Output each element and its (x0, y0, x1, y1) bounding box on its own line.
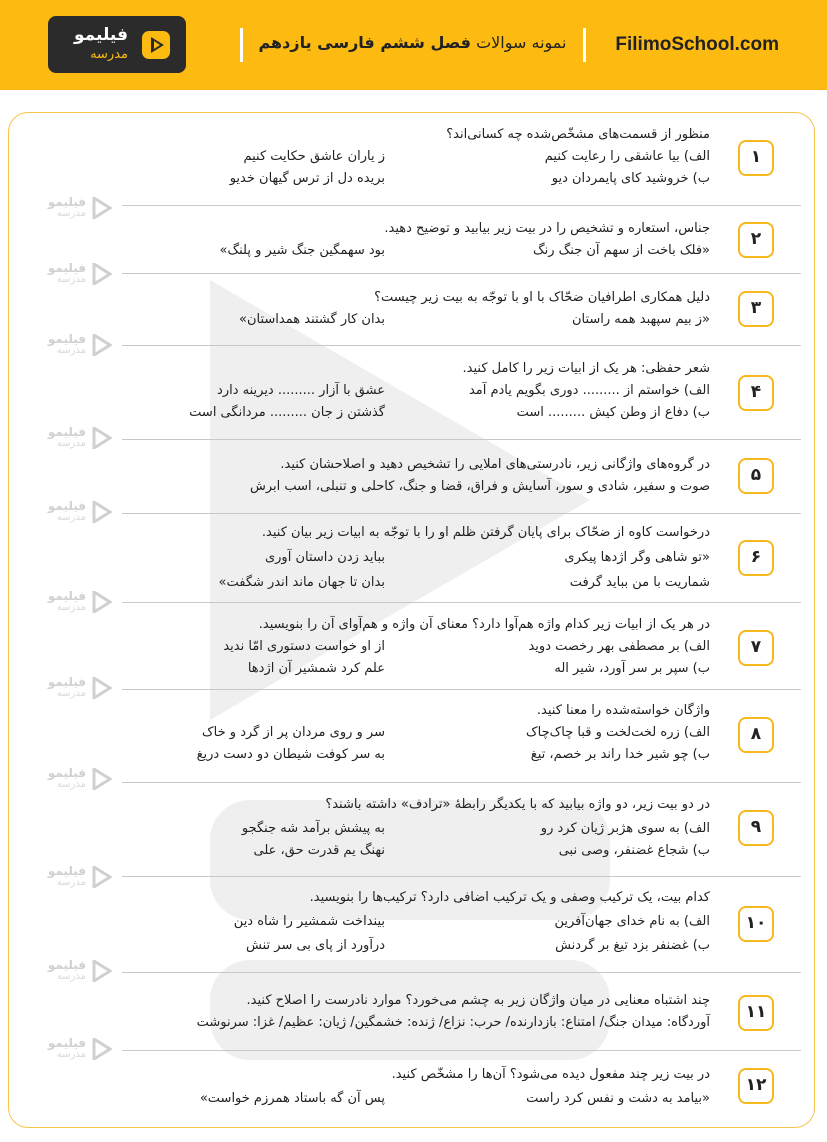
play-icon (92, 1038, 112, 1060)
question-1 (130, 124, 710, 190)
side-watermark-logo: فیلیمو مدرسه (28, 766, 118, 794)
side-watermark-logo: فیلیمو مدرسه (28, 425, 118, 453)
question-number: ۷ (738, 630, 774, 666)
question-prompt: چند اشتباه معنایی در میان واژگان زیر به چشم می‌خورد؟ موارد نادرست را اصلاح کنید. (246, 993, 710, 1008)
verse-left: بدان کار گشتند همداستان» (239, 312, 385, 327)
play-icon (92, 501, 112, 523)
verse-right: الف) خواستم از ......... دوری بگویم یادم آمد (468, 383, 710, 398)
verse-right: الف) زره لخت‌لخت و قبا چاک‌چاک (525, 725, 710, 740)
verse-left: از او خواست دستوری امّا ندید (223, 639, 385, 654)
side-watermark-logo: فیلیمو مدرسه (28, 499, 118, 527)
title-bold: فصل ششم فارسی یازدهم (258, 33, 471, 52)
question-prompt: دلیل همکاری اطرافیان ضحّاک با او با توجّه به بیت زیر چیست؟ (374, 290, 710, 305)
verse-right: ب) چو شیر خدا راند بر خصم، تیغ (530, 747, 710, 762)
play-icon (92, 427, 112, 449)
question-6 (130, 522, 710, 594)
brand-logo[interactable] (48, 16, 186, 73)
verse-left: به سر کوفت شیطان دو دست دریغ (196, 747, 385, 762)
play-icon (92, 677, 112, 699)
question-divider (122, 782, 801, 783)
question-5 (130, 454, 710, 498)
title-prefix: نمونه سوالات (476, 33, 567, 52)
play-icon (92, 263, 112, 285)
question-number: ۶ (738, 540, 774, 576)
side-watermark-logo: فیلیمو مدرسه (28, 675, 118, 703)
question-divider (122, 1050, 801, 1051)
verse-right: ب) غضنفر بزد تیغ بر گردنش (555, 938, 710, 953)
question-number: ۲ (738, 222, 774, 258)
play-icon (92, 591, 112, 613)
side-watermark-logo: فیلیمو مدرسه (28, 261, 118, 289)
verse-left: بباید زدن داستان آوری (264, 550, 385, 565)
page-title (250, 33, 575, 52)
side-watermark-logo: فیلیمو مدرسه (28, 864, 118, 892)
word-list: صوت و سفیر، شادی و سور، آسایش و فراق، قضا و جنگ، کاحلی و تنبلی، اسب ابرش (249, 479, 710, 494)
question-divider (122, 972, 801, 973)
play-icon (92, 866, 112, 888)
question-prompt: در هر یک از ابیات زیر کدام واژه هم‌آوا دارد؟ معنای آن واژه و هم‌آوای آن را بنویسید. (258, 617, 710, 632)
verse-right: «بیامد به دشت و نفس کرد راست (526, 1091, 710, 1106)
header-divider (583, 28, 586, 62)
verse-right: ب) سپر بر سر آورد، شیر اله (554, 661, 710, 676)
verse-left: به پیشش برآمد شه جنگجو (241, 821, 385, 836)
verse-left: سر و روی مردان پر از گرد و خاک (202, 725, 385, 740)
verse-right: الف) بر مصطفی بهر رخصت دوید (528, 639, 710, 654)
question-number: ۱۱ (738, 995, 774, 1031)
verse-right: «فلک باخت از سهم آن جنگ رنگ (533, 243, 710, 258)
play-icon (92, 768, 112, 790)
side-watermark-logo: فیلیمو مدرسه (28, 332, 118, 360)
question-prompt: واژگان خواسته‌شده را معنا کنید. (536, 703, 710, 718)
question-8 (130, 700, 710, 766)
verse-left: علم کرد شمشیر آن اژدها (247, 661, 385, 676)
question-prompt: شعر حفظی: هر یک از ابیات زیر را کامل کنید. (462, 361, 710, 376)
question-divider (122, 205, 801, 206)
play-icon (92, 334, 112, 356)
question-4 (130, 358, 710, 424)
question-divider (122, 876, 801, 877)
verse-left: پس آن گه باستاد همرزم خواست» (199, 1091, 385, 1106)
side-watermark-logo: فیلیمو مدرسه (28, 195, 118, 223)
question-9 (130, 794, 710, 862)
question-divider (122, 513, 801, 514)
verse-left: بود سهمگین جنگ شیر و پلنگ» (219, 243, 385, 258)
verse-right: الف) به سوی هژبر ژیان کرد رو (540, 821, 710, 836)
verse-left: نهنگ یم قدرت حق، علی (253, 843, 385, 858)
verse-right: ب) شجاع غضنفر، وصی نبی (558, 843, 710, 858)
header-bar (0, 0, 827, 90)
question-12 (130, 1064, 710, 1110)
question-divider (122, 602, 801, 603)
play-icon (92, 960, 112, 982)
logo-line2: مدرسه (90, 47, 128, 62)
play-pencil-icon (140, 29, 172, 61)
question-divider (122, 439, 801, 440)
side-watermark-logo: فیلیمو مدرسه (28, 958, 118, 986)
question-number: ۱۰ (738, 906, 774, 942)
verse-right: «تو شاهی وگر اژدها پیکری (564, 550, 710, 565)
side-watermark-logo: فیلیمو مدرسه (28, 1036, 118, 1064)
question-number: ۸ (738, 717, 774, 753)
word-list: آوردگاه: میدان جنگ/ امتناع: بازدارنده/ حرب: نزاع/ ژنده: خشمگین/ ژیان: عظیم/ غزا: سرنوشت (196, 1015, 710, 1030)
verse-left: بدان تا جهان ماند اندر شگفت» (218, 575, 385, 590)
question-7 (130, 614, 710, 680)
question-prompt: جناس، استعاره و تشخیص را در بیت زیر بیابید و توضیح دهید. (384, 221, 710, 236)
verse-right: الف) به نام خدای جهان‌آفرین (554, 914, 710, 929)
question-number: ۳ (738, 291, 774, 327)
verse-left: عشق با آزار ......... دیرینه دارد (217, 383, 385, 398)
site-url[interactable]: FilimoSchool.com (615, 34, 779, 55)
header-divider (240, 28, 243, 62)
question-number: ۱۲ (738, 1068, 774, 1104)
question-divider (122, 689, 801, 690)
question-3 (130, 287, 710, 331)
question-divider (122, 345, 801, 346)
verse-right: «ز بیم سپهبد همه راستان (571, 312, 710, 327)
logo-line1: فیلیمو (73, 25, 128, 45)
question-number: ۵ (738, 458, 774, 494)
verse-right: ب) خروشید کای پایمردان دیو (551, 171, 710, 186)
question-prompt: در بیت زیر چند مفعول دیده می‌شود؟ آن‌ها را مشخّص کنید. (391, 1067, 710, 1082)
question-2 (130, 218, 710, 262)
verse-right: الف) بیا عاشقی را رعایت کنیم (544, 149, 710, 164)
play-icon (92, 197, 112, 219)
question-number: ۴ (738, 375, 774, 411)
question-prompt: در دو بیت زیر، دو واژه بیابید که با یکدیگر رابطهٔ «ترادف» داشته باشند؟ (325, 797, 710, 812)
question-prompt: کدام بیت، یک ترکیب وصفی و یک ترکیب اضافی دارد؟ ترکیب‌ها را بنویسید. (309, 890, 710, 905)
verse-right: ب) دفاع از وطن کیش ......... است (516, 405, 710, 420)
question-10 (130, 887, 710, 957)
verse-left: بریده دل از ترس گیهان خدیو (229, 171, 385, 186)
question-number: ۱ (738, 140, 774, 176)
question-prompt: منظور از قسمت‌های مشخّص‌شده چه کسانی‌اند؟ (446, 127, 710, 142)
verse-left: ز یاران عاشق حکایت کنیم (243, 149, 385, 164)
question-prompt: درخواست کاوه از ضحّاک برای پایان گرفتن ظلم او را با توجّه به ابیات زیر بیان کنید. (261, 525, 710, 540)
verse-left: گذشتن ز جان ......... مردانگی است (189, 405, 385, 420)
question-divider (122, 273, 801, 274)
verse-left: درآورد از پای بی سر تنش (246, 938, 385, 953)
side-watermark-logo: فیلیمو مدرسه (28, 589, 118, 617)
question-number: ۹ (738, 810, 774, 846)
verse-right: شماریت با من بباید گرفت (569, 575, 710, 590)
question-11 (130, 990, 710, 1034)
question-prompt: در گروه‌های واژگانی زیر، نادرستی‌های املایی را تشخیص دهید و اصلاحشان کنید. (280, 457, 710, 472)
verse-left: بینداخت شمشیر را شاه دین (233, 914, 385, 929)
